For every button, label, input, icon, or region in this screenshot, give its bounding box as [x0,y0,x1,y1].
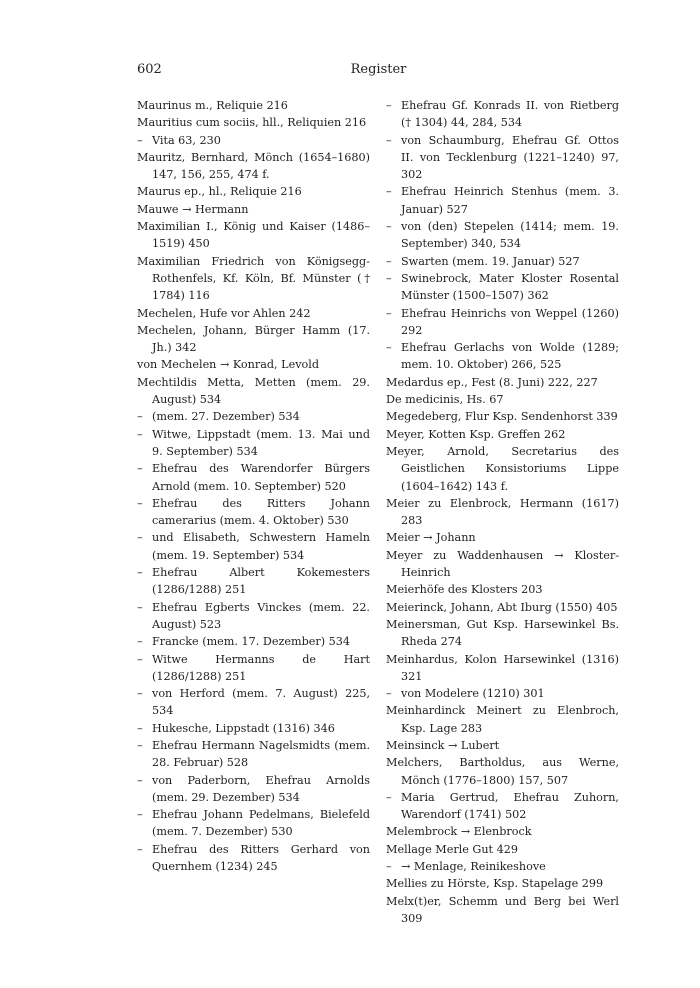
index-subentry [137,408,370,425]
subentry-dash: – [137,133,143,147]
entry-text: Mauwe → Hermann [137,202,249,216]
entry-text: Meyer, Arnold, Secretarius des Geistlichen Konsistoriums Lippe (1604–1642) 143 f. [386,444,619,493]
entry-text: Mechelen, Johann, Bürger Hamm (17. Jh.) 342 [137,323,370,355]
index-entry [386,391,619,408]
index-subentry [137,685,370,720]
entry-text: Meinsinck → Lubert [386,738,500,752]
entry-text: von Schaumburg, Ehefrau Gf. Ottos II. von Tecklenburg (1221–1240) 97, 302 [401,133,619,182]
entry-text: Ehefrau Heinrich Stenhus (mem. 3. Januar) 527 [401,185,619,216]
index-entry [386,547,619,582]
index-entry [386,702,619,737]
entry-text: Ehefrau des Ritters Gerhard von Quernhem (1234) 245 [152,842,370,874]
entry-text: De medicinis, Hs. 67 [386,393,504,407]
entry-text: Ehefrau Hermann Nagelsmidts (mem. 28. Februar) 528 [152,738,370,770]
entry-text: Mellage Merle Gut 429 [386,842,518,856]
entry-text: Swarten (mem. 19. Januar) 527 [401,254,580,268]
index-subentry [386,789,619,824]
subentry-dash: – [386,99,392,112]
subentry-dash: – [137,496,143,510]
entry-text: Melembrock → Elenbrock [386,825,532,839]
entry-text: von (den) Stepelen (1414; mem. 19. September) 340, 534 [401,220,619,251]
entry-text: Ehefrau Gf. Konrads II. von Rietberg († 1304) 44, 284, 534 [401,99,619,130]
entry-text: von Paderborn, Ehefrau Arnolds (mem. 29. Dezember) 534 [152,773,370,804]
entry-text: Meinhardinck Meinert zu Elenbroch, Ksp. Lage 283 [386,704,619,735]
entry-text: Witwe Hermanns de Hart (1286/1288) 251 [152,652,370,683]
index-subentry [386,858,619,875]
entry-text: Meierinck, Johann, Abt Iburg (1550) 405 [386,600,618,614]
entry-text: Maurinus m., Reliquie 216 [137,99,288,112]
index-column-right [386,97,619,927]
entry-text: Meier zu Elenbrock, Hermann (1617) 283 [386,496,619,528]
entry-text: Mechtildis Metta, Metten (mem. 29. August) 534 [137,375,370,407]
entry-text: Hukesche, Lippstadt (1316) 346 [152,721,335,735]
entry-text: → Menlage, Reinikeshove [401,860,546,874]
index-entry [386,893,619,928]
index-subentry [137,633,370,650]
index-entry [386,495,619,530]
index-subentry [137,720,370,737]
index-entry [137,183,370,200]
entry-text: Mellies zu Hörste, Ksp. Stapelage 299 [386,877,604,891]
index-entry [137,322,370,357]
entry-text: von Modelere (1210) 301 [401,687,545,701]
index-subentry [137,841,370,876]
index-subentry [386,183,619,218]
index-subentry [137,737,370,772]
entry-text: Ehefrau Gerlachs von Wolde (1289; mem. 10. Oktober) 266, 525 [401,341,619,372]
entry-text: Megedeberg, Flur Ksp. Sendenhorst 339 [386,410,618,424]
subentry-dash: – [137,635,143,649]
subentry-dash: – [386,790,392,804]
entry-text: Francke (mem. 17. Dezember) 534 [152,635,350,649]
entry-text: Ehefrau Johann Pedelmans, Bielefeld (mem. 7. Dezember) 530 [152,808,370,839]
entry-text: Medardus ep., Fest (8. Juni) 222, 227 [386,375,598,389]
entry-text: Mauritz, Bernhard, Mönch (1654–1680) 147, 156, 255, 474 f. [137,150,370,182]
entry-text: Maria Gertrud, Ehefrau Zuhorn, Warendorf (1741) 502 [401,790,619,822]
index-subentry [137,132,370,149]
subentry-dash: – [137,652,143,666]
index-subentry [137,495,370,530]
index-entry [386,374,619,391]
subentry-dash: – [137,600,143,614]
entry-text: Witwe, Lippstadt (mem. 13. Mai und 9. September) 534 [152,427,370,458]
entry-text: Meier → Johann [386,531,476,545]
subentry-dash: – [386,271,392,285]
index-subentry [386,132,619,184]
index-entry [137,149,370,184]
entry-text: Ehefrau Egberts Vinckes (mem. 22. August) 523 [152,600,370,631]
subentry-dash: – [386,185,392,199]
entry-text: Vita 63, 230 [152,133,221,147]
index-entry [386,875,619,892]
index-entry [137,97,370,114]
index-entry [386,616,619,651]
index-entry [386,408,619,425]
entry-text: Ehefrau des Warendorfer Bürgers Arnold (mem. 10. September) 520 [152,462,370,493]
index-entry [137,114,370,131]
index-subentry [386,685,619,702]
subentry-dash: – [386,860,392,874]
index-subentry [386,97,619,132]
subentry-dash: – [137,808,143,822]
subentry-dash: – [386,220,392,234]
entry-text: und Elisabeth, Schwestern Hameln (mem. 19. September) 534 [152,531,370,562]
subentry-dash: – [386,306,392,320]
entry-text: Melchers, Bartholdus, aus Werne, Mönch (1776–1800) 157, 507 [386,756,619,787]
index-entry [386,651,619,686]
index-entry [386,581,619,598]
subentry-dash: – [137,687,143,701]
entry-text: Ehefrau des Ritters Johann camerarius (mem. 4. Oktober) 530 [152,496,370,528]
index-entry [386,443,619,495]
entry-text: Maximilian Friedrich von Königsegg-Rothenfels, Kf. Köln, Bf. Münster († 1784) 116 [137,254,370,303]
entry-text: Ehefrau Albert Kokemesters (1286/1288) 251 [152,566,370,597]
entry-text: (mem. 27. Dezember) 534 [152,410,300,424]
index-subentry [137,460,370,495]
subentry-dash: – [386,254,392,268]
running-header [137,62,620,82]
index-entry [137,218,370,253]
index-subentry [386,339,619,374]
subentry-dash: – [137,566,143,580]
index-entry [137,374,370,409]
index-column-left [137,97,370,875]
running-title: Register [350,62,407,77]
subentry-dash: – [137,427,143,441]
index-entry [137,305,370,322]
index-entry [386,737,619,754]
page-number: 602 [137,62,162,77]
subentry-dash: – [137,531,143,545]
index-entry [386,529,619,546]
subentry-dash: – [137,738,143,752]
subentry-dash: – [137,721,143,735]
index-subentry [386,270,619,305]
subentry-dash: – [137,462,143,476]
index-entry [386,841,619,858]
entry-text: Melx(t)er, Schemm und Berg bei Werl 309 [386,894,619,925]
index-subentry [386,253,619,270]
subentry-dash: – [137,842,143,856]
subentry-dash: – [386,341,392,355]
index-subentry [386,305,619,340]
entry-text: von Herford (mem. 7. August) 225, 534 [152,687,370,718]
entry-text: Mechelen, Hufe vor Ahlen 242 [137,306,311,320]
entry-text: von Mechelen → Konrad, Levold [137,358,320,372]
index-subentry [137,651,370,686]
entry-text: Meinhardus, Kolon Harsewinkel (1316) 321 [386,652,619,683]
index-entry [386,599,619,616]
entry-text: Meyer, Kotten Ksp. Greffen 262 [386,427,566,441]
entry-text: Maurus ep., hl., Reliquie 216 [137,185,302,199]
index-entry [137,201,370,218]
entry-text: Meyer zu Waddenhausen → Kloster-Heinrich [386,548,619,580]
index-entry [386,754,619,789]
index-subentry [137,772,370,807]
entry-text: Meinersman, Gut Ksp. Harsewinkel Bs. Rheda 274 [386,617,619,649]
entry-text: Mauritius cum sociis, hll., Reliquien 216 [137,116,367,130]
index-entry [386,426,619,443]
index-subentry [137,426,370,461]
index-subentry [137,564,370,599]
index-subentry [137,599,370,634]
index-subentry [137,806,370,841]
index-entry [137,253,370,305]
subentry-dash: – [137,773,143,787]
entry-text: Ehefrau Heinrichs von Weppel (1260) 292 [401,306,619,337]
entry-text: Meierhöfe des Klosters 203 [386,583,543,597]
index-subentry [386,218,619,253]
index-entry [137,356,370,373]
subentry-dash: – [386,133,392,147]
entry-text: Maximilian I., König und Kaiser (1486–1519) 450 [137,220,370,251]
index-subentry [137,529,370,564]
subentry-dash: – [137,410,143,424]
index-entry [386,823,619,840]
subentry-dash: – [386,687,392,701]
entry-text: Swinebrock, Mater Kloster Rosental Münster (1500–1507) 362 [401,271,619,303]
